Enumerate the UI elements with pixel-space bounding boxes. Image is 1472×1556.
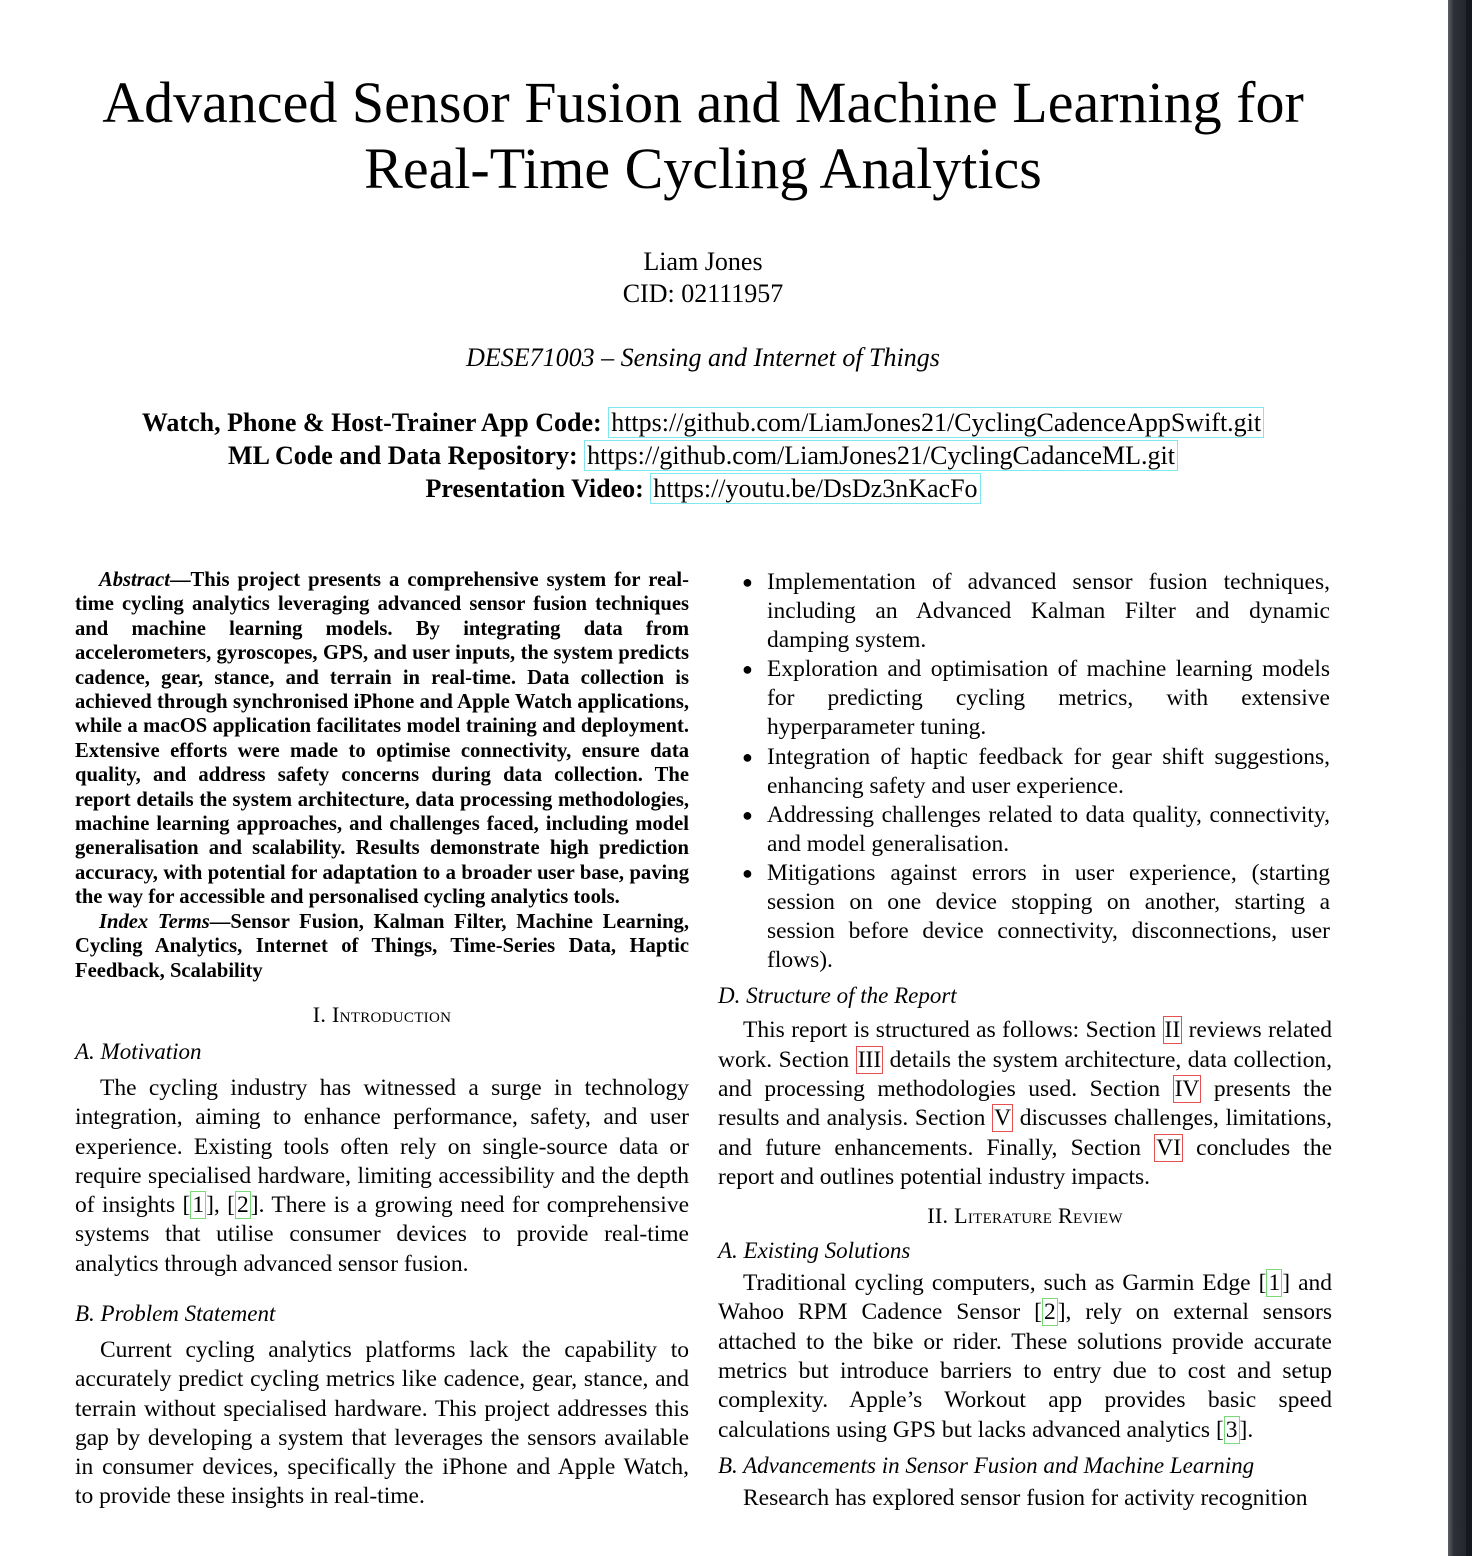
citation-link[interactable]: 1 xyxy=(192,1192,205,1219)
bullet-icon: ● xyxy=(742,804,753,825)
existing-text: ], rely on external sensors attached to the bike or rider. These solutions provide accurate metrics but introduce barriers to entry due to cost and setup complexity. Apple’s Workout app provides basic speed calculations using GPS but lacks advanced analytics [ xyxy=(718,1299,1333,1443)
existing-solutions-paragraph xyxy=(718,1269,1332,1445)
structure-text: This report is structured as follows: Section xyxy=(743,1017,1163,1044)
citation-separator: ], [ xyxy=(206,1192,235,1219)
problem-paragraph: Current cycling analytics platforms lack the capability to accurately predict cycling metrics like cadence, gear, stance, and terrain without specialised hardware. This project addresses this gap by developing a system that leverages the sensors available in consumer devices, specifically the iPhone and Apple Watch, to provide these insights in real-time. xyxy=(75,1336,689,1510)
subsection-heading-existing-solutions: A. Existing Solutions xyxy=(718,1238,911,1264)
citation-link[interactable]: 2 xyxy=(1043,1299,1056,1326)
list-item xyxy=(718,859,1330,975)
abstract-lead: Abstract xyxy=(99,569,170,591)
subsection-heading-problem: B. Problem Statement xyxy=(75,1300,276,1326)
section-ref-link[interactable]: V xyxy=(994,1105,1012,1132)
structure-text: discusses challenges, limitations, and future enhancements. Finally, Section xyxy=(718,1105,1332,1161)
link-row-app-code xyxy=(0,406,1406,439)
index-terms xyxy=(75,910,689,983)
index-terms-lead: Index Terms xyxy=(99,910,210,933)
link-ml-code[interactable]: https://github.com/LiamJones21/CyclingCadanceML.git xyxy=(584,440,1178,471)
section-heading-introduction xyxy=(75,1001,689,1029)
motivation-paragraph: The cycling industry has witnessed a surge in technology integration, aiming to enhance performance, safety, and user experience. Existing tools often rely on single-source data or require specialised hardware, limiting accessibility and the depth of insights [1], [2]. There is a growing need for comprehensive systems that utilise consumer devices to provide real-time analytics through advanced sensor fusion. xyxy=(75,1074,689,1277)
window-edge-shade xyxy=(1466,0,1472,1556)
structure-text: details the system architecture, data collection, and processing methodologies used. Section xyxy=(718,1046,1332,1102)
section-ref-link[interactable]: III xyxy=(857,1046,882,1073)
window-edge xyxy=(1448,0,1472,1556)
advancements-paragraph: Research has explored sensor fusion for activity recognition xyxy=(743,1484,1308,1511)
existing-text: ] and Wahoo RPM Cadence Sensor [ xyxy=(718,1270,1332,1326)
motivation-text-2: ]. There is a growing need for comprehensive systems that utilise consumer devices to provide real-time analytics through advanced sensor fusion. xyxy=(75,1192,689,1277)
contributions-list xyxy=(718,568,1332,975)
subsection-heading-advancements: B. Advancements in Sensor Fusion and Machine Learning xyxy=(718,1452,1255,1478)
link-app-code[interactable]: https://github.com/LiamJones21/CyclingCadenceAppSwift.git xyxy=(608,407,1264,438)
author-block xyxy=(0,246,1406,310)
structure-paragraph xyxy=(718,1016,1332,1192)
section-title: Introduction xyxy=(331,1001,452,1027)
repository-links xyxy=(0,406,1406,505)
section-title: Literature Review xyxy=(954,1203,1123,1229)
bullet-icon: ● xyxy=(742,659,753,680)
abstract-text: —This project presents a comprehensive system for real-time cycling analytics leveraging advanced sensor fusion techniques and machine learning models. By integrating data from accelerometers, gyroscopes, GPS, and user inputs, the system predicts cadence, gear, stance, and terrain in real-time. Data collection is achieved through synchronised iPhone and Apple Watch applications, while a macOS application facilitates model training and deployment. Extensive efforts were made to optimise connectivity, ensure data quality, and address safety concerns during data collection. The report details the system architecture, data processing methodologies, machine learning approaches, and challenges faced, including model generalisation and scalability. Results demonstrate high prediction accuracy, with potential for adaptation to a broader user base, paving the way for accessible and personalised cycling analytics tools. xyxy=(75,569,689,909)
author-name: Liam Jones xyxy=(643,247,763,276)
list-item xyxy=(718,801,1330,859)
list-item-text: Implementation of advanced sensor fusion techniques, including an Advanced Kalman Filter and dynamic damping system. xyxy=(767,569,1330,654)
citation-link[interactable]: 1 xyxy=(1268,1270,1281,1297)
link-row-video xyxy=(0,472,1406,505)
section-number: II. xyxy=(927,1203,949,1229)
link-label-app-code: Watch, Phone & Host-Trainer App Code: xyxy=(141,408,602,437)
bullet-icon: ● xyxy=(742,572,753,592)
list-item-text: Exploration and optimisation of machine learning models for predicting cycling metrics, with extensive hyperparameter tuning. xyxy=(767,656,1330,741)
structure-text: presents the results and analysis. Section xyxy=(718,1075,1332,1132)
existing-text: ]. xyxy=(1239,1416,1254,1443)
author-cid: CID: 02111957 xyxy=(622,279,784,308)
structure-text: reviews related work. Section xyxy=(718,1017,1333,1073)
link-row-ml-code xyxy=(0,439,1406,472)
section-ref-link[interactable]: II xyxy=(1164,1017,1181,1044)
list-item xyxy=(718,743,1330,801)
course-name: DESE71003 – Sensing and Internet of Things xyxy=(466,343,940,372)
bullet-icon: ● xyxy=(742,862,753,883)
list-item-text: Addressing challenges related to data quality, connectivity, and model generalisation. xyxy=(767,801,1330,857)
subsection-heading-structure: D. Structure of the Report xyxy=(718,983,957,1009)
citation-link[interactable]: 3 xyxy=(1225,1416,1238,1443)
bullet-icon: ● xyxy=(742,746,753,767)
link-label-ml-code: ML Code and Data Repository: xyxy=(228,441,578,470)
right-column xyxy=(718,568,1332,1513)
list-item xyxy=(718,568,1330,655)
abstract-paragraph xyxy=(75,568,689,910)
paper-title: Advanced Sensor Fusion and Machine Learning for Real-Time Cycling Analytics xyxy=(102,70,1304,201)
list-item-text: Integration of haptic feedback for gear shift suggestions, enhancing safety and user experience. xyxy=(767,743,1330,799)
section-number: I. xyxy=(312,1001,327,1027)
section-heading-literature-review xyxy=(718,1202,1332,1230)
link-video[interactable]: https://youtu.be/DsDz3nKacFo xyxy=(650,473,980,504)
link-label-video: Presentation Video: xyxy=(425,474,644,503)
index-terms-text: —Sensor Fusion, Kalman Filter, Machine Learning, Cycling Analytics, Internet of Things, Time-Series Data, Haptic Feedback, Scalability xyxy=(75,910,689,982)
list-item xyxy=(718,655,1330,742)
list-item-text: Mitigations against errors in user experience, (starting session on one device stopping on another, starting a session before device connectivity, disconnections, user flows). xyxy=(767,859,1330,974)
section-ref-link[interactable]: IV xyxy=(1174,1075,1200,1102)
citation-link[interactable]: 2 xyxy=(237,1192,249,1219)
left-column xyxy=(75,568,689,1512)
section-ref-link[interactable]: VI xyxy=(1156,1134,1182,1161)
structure-text: concludes the report and outlines potential industry impacts. xyxy=(718,1134,1332,1190)
existing-text: Traditional cycling computers, such as Garmin Edge [ xyxy=(743,1270,1267,1297)
abstract xyxy=(75,568,689,910)
motivation-text-1: The cycling industry has witnessed a surge in technology integration, aiming to enhance performance, safety, and user experience. Existing tools often rely on single-source data or require specialised hardware, limiting accessibility and the depth of insights xyxy=(75,1074,689,1219)
subsection-heading-motivation: A. Motivation xyxy=(75,1038,202,1064)
